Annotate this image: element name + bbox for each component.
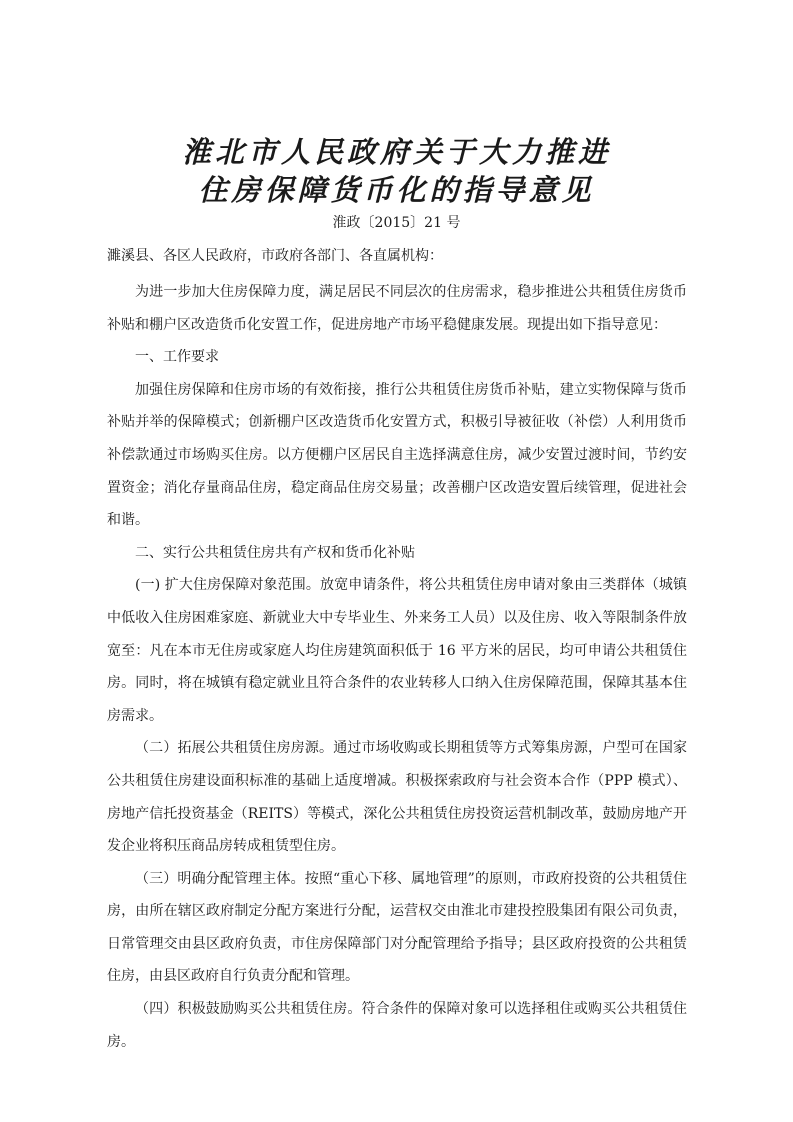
addressee-line: 濉溪县、各区人民政府，市政府各部门、各直属机构： (107, 248, 443, 264)
intro-paragraph: 为进一步加大住房保障力度，满足居民不同层次的住房需求，稳步推进公共租赁住房货币补贴和棚户区改造货币化安置工作，促进房地产市场平稳健康发展。现提出如下指导意见： (107, 284, 687, 333)
section-2-item-1: (一) 扩大住房保障对象范围。放宽申请条件，将公共租赁住房申请对象由三类群体（城镇中低收入住房困难家庭、新就业大中专毕业生、外来务工人员）以及住房、收入等限制条件放宽至：凡在本市无住房或家庭人均住房建筑面积低于 16 平方米的居民，均可申请公共租赁住房。同时，将在城镇有稳定就业且符合条件的农业转移人口纳入住房保障范围，保障其基本住房需求。 (107, 577, 687, 724)
section-heading-2: 二、实行公共租赁住房共有产权和货币化补贴 (135, 544, 415, 561)
section-2-item-4: （四）积极鼓励购买公共租赁住房。符合条件的保障对象可以选择租住或购买公共租赁住房。 (107, 1001, 687, 1050)
document-title-line-1: 淮北市人民政府关于大力推进 (181, 135, 611, 169)
section-2-item-2: （二）拓展公共租赁住房房源。通过市场收购或长期租赁等方式筹集房源，户型可在国家公共租赁住房建设面积标准的基础上适度增减。积极探索政府与社会资本合作（PPP 模式）、房地产信托投资基金（REITS）等模式，深化公共租赁住房投资运营机制改革，鼓励房地产开发企业将积压商品房转成租赁型住房。 (107, 740, 687, 855)
document-title-line-2: 住房保障货币化的指导意见 (198, 173, 595, 207)
document-body (107, 276, 687, 1058)
section-1-paragraph: 加强住房保障和住房市场的有效衔接，推行公共租赁住房货币补贴，建立实物保障与货币补贴并举的保障模式；创新棚户区改造货币化安置方式，积极引导被征收（补偿）人利用货币补偿款通过市场购买住房。以方便棚户区居民自主选择满意住房，减少安置过渡时间，节约安置资金；消化存量商品住房，稳定商品住房交易量；改善棚户区改造安置后续管理，促进社会和谐。 (107, 381, 687, 529)
document-number: 淮政〔2015〕21 号 (332, 215, 461, 231)
section-2-item-3: （三）明确分配管理主体。按照“重心下移、属地管理”的原则，市政府投资的公共租赁住房，由所在辖区政府制定分配方案进行分配，运营权交由淮北市建投控股集团有限公司负责，日常管理交由县区政府负责，市住房保障部门对分配管理给予指导；县区政府投资的公共租赁住房，由县区政府自行负责分配和管理。 (107, 870, 687, 985)
section-heading-1: 一、工作要求 (135, 349, 219, 366)
